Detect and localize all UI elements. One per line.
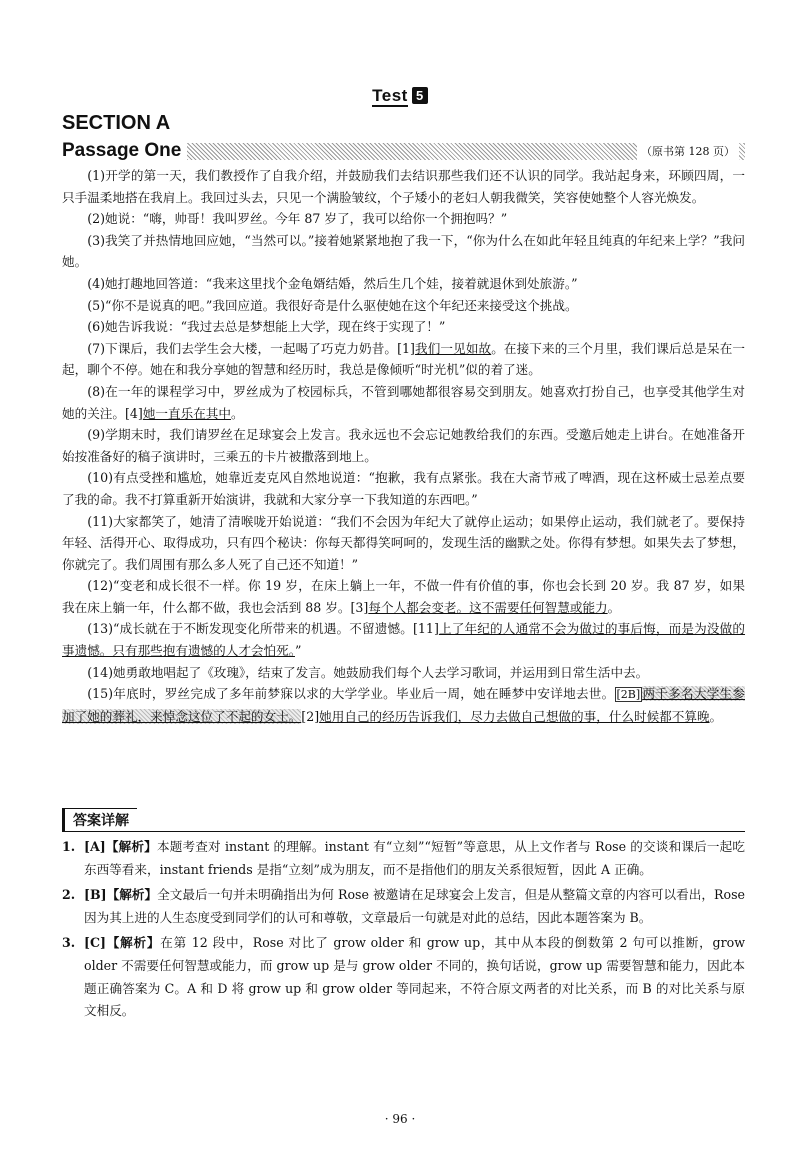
underlined-answer-text: 每个人都会变老。这不需要任何智慧或能力 [368, 599, 608, 615]
paragraph-text: (15)年底时，罗丝完成了多年前梦寐以求的大学学业。毕业后一周，她在睡梦中安详地去世。 [87, 686, 615, 702]
underlined-answer-text: 我们一见如故 [414, 340, 492, 356]
answer-key: [B] [84, 887, 107, 903]
answer-text: 本题考查对 instant 的理解。instant 有“立刻”“短暂”等意思，从上文作者与 Rose 的交谈和课后一起吃东西等看来，instant friends 是指“立刻”成为朋友，而不是指他们的朋友关系很短暂，因此 A 正确。 [84, 839, 746, 877]
paragraph-text: 。在接下来的三个月里，我们课后总是呆在一起，聊个不停。她在和我分享她的智慧和经历时，我总是像倾听“时光机”似的着了迷。 [62, 340, 746, 378]
paragraph [62, 618, 745, 661]
paragraph: (5)“你不是说真的吧。”我回应道。我很好奇是什么驱使她在这个年纪还来接受这个挑战。 [87, 297, 578, 313]
answer-label: 【解析】 [106, 887, 158, 903]
answer-number: 2. [62, 887, 76, 903]
answers-list [62, 836, 745, 1026]
answer-tag: [2B] [616, 688, 641, 702]
paragraph: (4)她打趣地回答道：“我来这里找个金龟婿结婚，然后生几个娃，接着就退休到处旅游。” [87, 275, 578, 291]
paragraph-text: [2] [301, 708, 320, 724]
answers-title: 答案详解 [62, 808, 137, 831]
paragraph [62, 683, 745, 727]
page-reference: （原书第 128 页） [637, 143, 739, 160]
paragraph: (14)她勇敢地唱起了《玫瑰》，结束了发言。她鼓励我们每个人去学习歌词，并运用到日常生活中去。 [87, 664, 649, 680]
underlined-answer-text: 上了年纪的人通常不会为做过的事后悔，而是为没做的事遗憾。只有那些抱有遗憾的人才会怕死。 [62, 621, 746, 659]
answer-text: 在第 12 段中，Rose 对比了 grow older 和 grow up，其中从本段的倒数第 2 句可以推断，grow older 不需要任何智慧或能力，而 grow up 是与 grow older 不同的，换句话说，grow up 需要智慧和能力，因此本题正确答案为 C。A 和 D 将 grow up 和 grow older 等同起来，不符合原文两者的对比关系，而 B 的对比关系与原文相反。 [84, 935, 745, 1019]
test-word: Test [372, 86, 408, 105]
paragraph-text: 。 [230, 405, 244, 421]
passage-title: Passage One [62, 140, 187, 162]
paragraph-text: ” [294, 643, 302, 659]
passage-translation [62, 165, 745, 727]
paragraph: (3)我笑了并热情地回应她，“当然可以。”接着她紧紧地抱了我一下，“你为什么在如此年轻且纯真的年纪来上学？”我问她。 [62, 232, 745, 270]
paragraph: (11)大家都笑了，她清了清喉咙开始说道：“我们不会因为年纪大了就停止运动；如果停止运动，我们就老了。要保持年轻、活得开心、取得成功，只有四个秘诀：你每天都得笑呵呵的，发现生活的幽默之处。你得有梦想。如果失去了梦想，你就完了。我们周围有那么多人死了自己还不知道！” [62, 513, 745, 572]
paragraph: (6)她告诉我说：“我过去总是梦想能上大学，现在终于实现了！” [87, 319, 446, 335]
paragraph-text: (12)“变老和成长很不一样。你 19 岁，在床上躺上一年，不做一件有价值的事，你也会长到 20 岁。我 87 岁，如果我在床上躺一年，什么都不做，我也会活到 88 岁。[3] [62, 578, 745, 615]
answer-key: [C] [84, 935, 106, 951]
answers-header [62, 808, 745, 832]
answer-item [62, 884, 745, 929]
paragraph: (9)学期末时，我们请罗丝在足球宴会上发言。我永远也不会忘记她教给我们的东西。受邀后她走上讲台。在她准备开始按准备好的稿子演讲时，三乘五的卡片被撒落到地上。 [62, 427, 745, 464]
answer-label: 【解析】 [105, 839, 157, 854]
answer-item [62, 932, 745, 1022]
section-title: SECTION A [62, 112, 171, 134]
underlined-answer-text: 她用自己的经历告诉我们，尽力去做自己想做的事，什么时候都不算晚 [319, 708, 710, 724]
test-number-badge: 5 [412, 87, 428, 104]
page-number: · 96 · [384, 1112, 416, 1126]
answer-number: 3. [62, 935, 76, 951]
paragraph-text: 。 [607, 599, 621, 615]
paragraph-text: 。 [709, 708, 723, 724]
paragraph: (1)开学的第一天，我们教授作了自我介绍，并鼓励我们去结识那些我们还不认识的同学。我站起身来，环顾四周，一只手温柔地搭在我肩上。我回过头去，只见一个满脸皱纹，个子矮小的老妇人朝我微笑，笑容使她整个人容光焕发。 [62, 168, 745, 205]
passage-header [62, 140, 745, 164]
paragraph [62, 381, 745, 424]
paragraph: (10)有点受挫和尴尬，她靠近麦克风自然地说道：“抱歉，我有点紧张。我在大斋节戒了啤酒，现在这杯威士忌差点要了我的命。我不打算重新开始演讲，我就和大家分享一下我知道的东西吧。” [62, 470, 745, 507]
paragraph [62, 575, 745, 618]
divider [62, 831, 745, 832]
paragraph-text: (13)“成长就在于不断发现变化所带来的机遇。不留遗憾。[11] [87, 621, 439, 637]
highlighted-answer-text: 两千多名大学生参加了她的葬礼，来悼念这位了不起的女士。 [62, 686, 745, 724]
paragraph [62, 338, 745, 381]
test-heading [0, 86, 800, 106]
answer-item [62, 836, 745, 881]
underlined-answer-text: 她一直乐在其中 [142, 405, 231, 421]
answer-text: 全文最后一句并未明确指出为何 Rose 被邀请在足球宴会上发言，但是从整篇文章的内容可以看出，Rose 因为其上进的人生态度受到同学们的认可和尊敬，文章最后一句就是对此的总结，因此本题答案为 B。 [84, 887, 746, 925]
answer-key: [A] [84, 839, 106, 854]
answer-number: 1. [62, 839, 76, 854]
answer-label: 【解析】 [105, 935, 161, 951]
paragraph-text: (7)下课后，我们去学生会大楼，一起喝了巧克力奶昔。[1] [87, 340, 415, 356]
paragraph-text: (8)在一年的课程学习中，罗丝成为了校园标兵，不管到哪她都很容易交到朋友。她喜欢打扮自己，也享受其他学生对她的关注。[4] [62, 383, 745, 421]
paragraph: (2)她说：“嗨，帅哥！我叫罗丝。今年 87 岁了，我可以给你一个拥抱吗？” [87, 211, 508, 227]
